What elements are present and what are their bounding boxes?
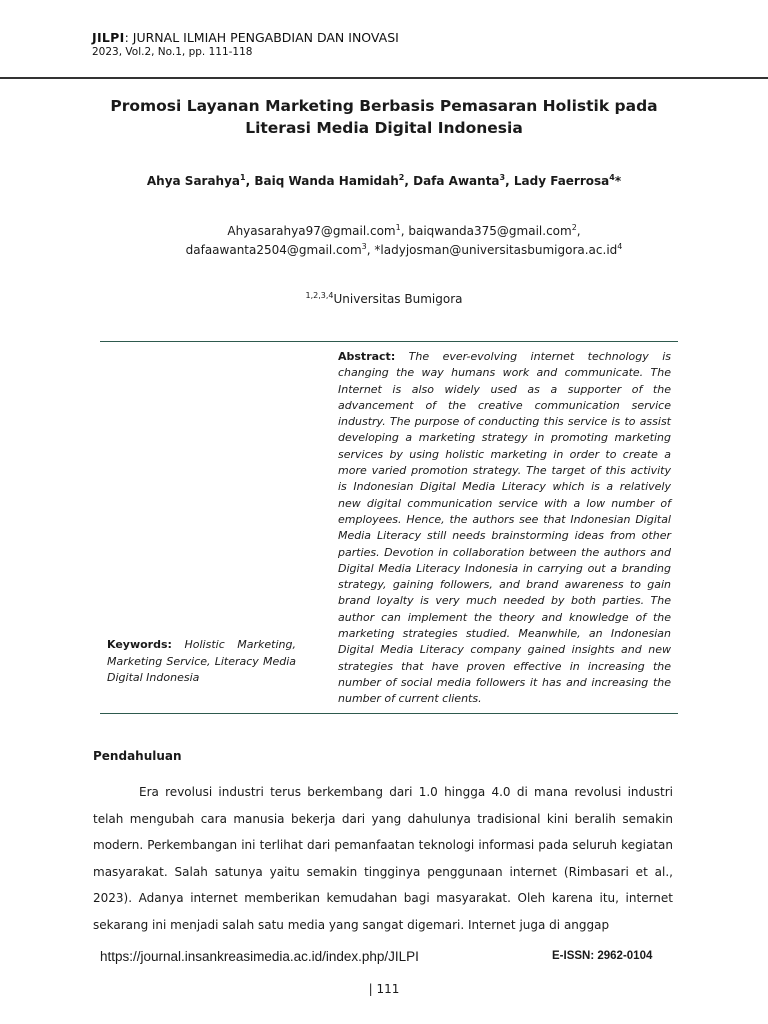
footer-issn: E-ISSN: 2962-0104	[552, 950, 653, 962]
abstract-top-rule	[100, 341, 678, 342]
affiliation: $^{1,2,3,4}$Universitas Bumigora	[305, 291, 463, 306]
paper-title-line-2: Literasi Media Digital Indonesia	[245, 119, 523, 137]
keywords-text: Holistic Marketing, Marketing Service, Literacy Media Digital Indonesia	[107, 638, 296, 684]
email-line-2: dafaawanta2504@gmail.com$^3$, $*ladyjosman@universitasbumigora.ac.id^4$	[185, 242, 623, 257]
journal-name: : JURNAL ILMIAH PENGABDIAN DAN INOVASI	[124, 30, 399, 45]
journal-header	[92, 30, 399, 59]
abstract-label: Abstract:	[338, 350, 396, 363]
email-line-1: Ahyasarahya97@gmail.com$^1$, baiqwanda375@gmail.com$^2$,	[227, 223, 581, 238]
abstract-block	[338, 349, 671, 708]
email-link[interactable]: dafaawanta2504@gmail.com$^3$	[185, 242, 367, 257]
journal-abbreviation: JILPI	[92, 30, 125, 45]
keywords-block	[107, 637, 296, 687]
header-divider	[0, 77, 768, 79]
abstract-bottom-rule	[100, 713, 678, 714]
keywords-label: Keywords:	[107, 638, 172, 651]
abstract-text: The ever-evolving internet technology is changing the way humans work and communicate. The Internet is also widely used as a supporter of the advancement of the creative communication service industry. The purpose of conducting this service is to assist developing a marketing strategy in promoting marketing services by using holistic marketing in order to create a more varied promotion strategy. The target of this activity is Indonesian Digital Media Literacy which is a relatively new digital communication service with a low number of employees. Hence, the authors see that Indonesian Digital Media Literacy still needs brainstorming ideas from other parties. Devotion in collaboration between the authors and Digital Media Literacy Indonesia in carrying out a branding strategy, gaining followers, and brand awareness to gain brand loyalty is very much needed by both parties. The author can implement the theory and knowledge of the marketing strategies studied. Meanwhile, an Indonesian Digital Media Literacy company gained insights and new strategies that have proven effective in increasing the number of social media followers it has and increasing the number of current clients.	[338, 350, 671, 706]
author-list	[80, 172, 688, 190]
email-link[interactable]: baiqwanda375@gmail.com$^2$	[408, 223, 577, 238]
body-paragraph: Era revolusi industri terus berkembang dari 1.0 hingga 4.0 di mana revolusi industri telah mengubah cara manusia bekerja dari yang dahulunya tradisional kini beralih semakin modern. Perkembangan ini terlihat dari pemanfaatan teknologi informasi pada seluruh kegiatan masyarakat. Salah satunya yaitu semakin tingginya penggunaan internet (Rimbasari et al., 2023). Adanya internet memberikan kemudahan bagi masyarakat. Oleh karena itu, internet sekarang ini menjadi salah satu media yang sangat digemari. Internet juga di anggap	[93, 785, 673, 932]
page-number: | 111	[368, 982, 400, 996]
author: Ahya Sarahya$^1$,	[146, 173, 255, 188]
email-link[interactable]: $*ladyjosman@universitasbumigora.ac.id^4$	[374, 242, 623, 257]
author-emails	[100, 222, 708, 260]
footer-url-link[interactable]: https://journal.insankreasimedia.ac.id/index.php/JILPI	[100, 949, 419, 964]
paper-title	[80, 95, 688, 139]
author: Dafa Awanta$^3$,	[413, 173, 514, 188]
issue-info: 2023, Vol.2, No.1, pp. 111-118	[92, 46, 253, 58]
paper-title-line-1: Promosi Layanan Marketing Berbasis Pemasaran Holistik pada	[110, 97, 658, 115]
author: Lady Faerrosa$^4$*	[513, 173, 622, 188]
author: Baiq Wanda Hamidah$^2$,	[254, 173, 414, 188]
journal-title	[92, 30, 399, 45]
email-link[interactable]: Ahyasarahya97@gmail.com$^1$	[227, 223, 401, 238]
section-heading: Pendahuluan	[93, 749, 182, 763]
